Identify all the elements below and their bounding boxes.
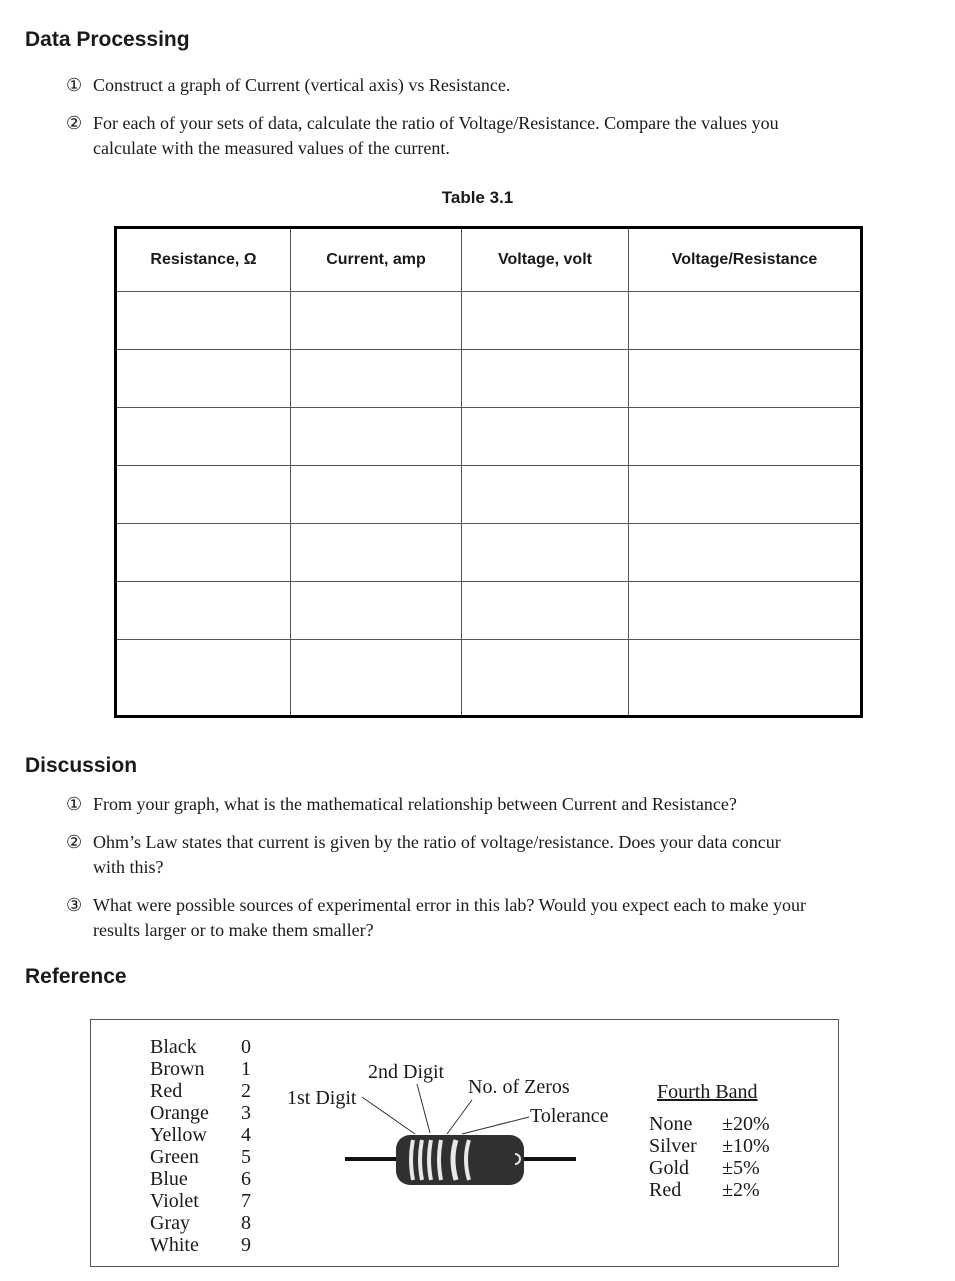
table-cell[interactable] [629, 639, 862, 716]
fourth-band-color: Silver [649, 1135, 697, 1157]
label-2nd-digit: 2nd Digit [368, 1061, 445, 1083]
table-cell[interactable] [462, 581, 629, 639]
table-cell[interactable] [291, 581, 462, 639]
item-number: ① [66, 794, 83, 814]
resistor-body [396, 1135, 524, 1185]
table-header-row [116, 228, 862, 292]
item-text: For each of your sets of data, calculate the ratio of Voltage/Resistance. Compare the values you calculate with the measured values of the current. [93, 113, 779, 158]
table-cell[interactable] [462, 523, 629, 581]
color-digit: 7 [241, 1190, 251, 1212]
fourth-band-color: Red [649, 1179, 682, 1201]
color-digit: 3 [241, 1102, 251, 1124]
table-cell[interactable] [462, 639, 629, 716]
table-cell[interactable] [291, 465, 462, 523]
color-digit: 8 [241, 1212, 251, 1234]
data-processing-item-1 [66, 73, 826, 98]
table-cell[interactable] [291, 407, 462, 465]
item-text: Construct a graph of Current (vertical axis) vs Resistance. [93, 75, 511, 95]
discussion-heading: Discussion [25, 754, 138, 777]
table-row [116, 349, 862, 407]
fourth-band-value: ±10% [722, 1135, 770, 1157]
fourth-band-title: Fourth Band [657, 1081, 758, 1103]
table-row [116, 465, 862, 523]
table-cell[interactable] [116, 407, 291, 465]
color-name: Orange [150, 1102, 209, 1124]
discussion-item-1 [66, 792, 826, 817]
color-digit: 1 [241, 1058, 251, 1080]
resistor-band-4 [439, 1140, 441, 1180]
item-number: ③ [66, 895, 83, 915]
fourth-band-value: ±2% [722, 1179, 760, 1201]
color-name: Black [150, 1036, 197, 1058]
discussion-item-3 [66, 893, 806, 943]
discussion-item-2 [66, 830, 806, 880]
data-processing-item-2 [66, 111, 826, 161]
table-row [116, 407, 862, 465]
table-cell[interactable] [116, 349, 291, 407]
pointer-2nd-digit [417, 1084, 430, 1133]
table-caption: Table 3.1 [441, 188, 514, 207]
table-cell[interactable] [629, 349, 862, 407]
color-digit: 2 [241, 1080, 251, 1102]
table-cell[interactable] [462, 407, 629, 465]
color-name: Red [150, 1080, 183, 1102]
table-cell[interactable] [629, 581, 862, 639]
color-digit: 4 [241, 1124, 251, 1146]
header-ratio: Voltage/Resistance [629, 228, 862, 292]
reference-heading: Reference [25, 965, 127, 988]
item-number: ② [66, 832, 83, 852]
color-digit: 6 [241, 1168, 251, 1190]
pointer-tolerance [462, 1117, 529, 1134]
table-cell[interactable] [116, 523, 291, 581]
table-cell[interactable] [462, 465, 629, 523]
table-cell[interactable] [291, 292, 462, 350]
color-name: Yellow [150, 1124, 207, 1146]
label-1st-digit: 1st Digit [287, 1087, 357, 1109]
header-resistance: Resistance, Ω [116, 228, 291, 292]
color-name: Gray [150, 1212, 190, 1234]
pointer-zeros [447, 1100, 472, 1134]
color-name: Brown [150, 1058, 205, 1080]
header-voltage: Voltage, volt [462, 228, 629, 292]
data-processing-heading: Data Processing [25, 28, 190, 51]
header-current: Current, amp [291, 228, 462, 292]
table-cell[interactable] [291, 639, 462, 716]
item-number: ① [66, 75, 83, 95]
color-digit: 9 [241, 1234, 251, 1256]
table-cell[interactable] [116, 465, 291, 523]
color-name: Blue [150, 1168, 188, 1190]
label-zeros: No. of Zeros [468, 1076, 570, 1098]
fourth-band-color: Gold [649, 1157, 689, 1179]
color-name: Green [150, 1146, 199, 1168]
item-text: Ohm’s Law states that current is given by the ratio of voltage/resistance. Does your data concur with this? [93, 832, 781, 877]
table-cell[interactable] [462, 349, 629, 407]
item-text: What were possible sources of experimental error in this lab? Would you expect each to make your results larger or to make them smaller? [93, 895, 806, 940]
fourth-band-color: None [649, 1113, 693, 1135]
table-cell[interactable] [462, 292, 629, 350]
table-cell[interactable] [629, 523, 862, 581]
fourth-band-value: ±5% [722, 1157, 760, 1179]
table-cell[interactable] [116, 639, 291, 716]
table-row [116, 639, 862, 716]
table-cell[interactable] [629, 465, 862, 523]
pointer-1st-digit [362, 1097, 415, 1134]
item-text: From your graph, what is the mathematical relationship between Current and Resistance? [93, 794, 737, 814]
table-row [116, 292, 862, 350]
fourth-band-colors [649, 1113, 697, 1201]
table-cell[interactable] [629, 292, 862, 350]
table-cell[interactable] [116, 292, 291, 350]
color-digit: 5 [241, 1146, 251, 1168]
label-tolerance: Tolerance [530, 1105, 609, 1127]
table-cell[interactable] [116, 581, 291, 639]
fourth-band-value: ±20% [722, 1113, 770, 1135]
color-name: Violet [150, 1190, 199, 1212]
resistor-band-3 [429, 1140, 431, 1180]
item-number: ② [66, 113, 83, 133]
data-table [114, 226, 863, 718]
color-digit: 0 [241, 1036, 251, 1058]
resistor-band-2 [420, 1140, 422, 1180]
resistor-band-1 [411, 1140, 413, 1180]
color-name: White [150, 1234, 199, 1256]
reference-box [90, 1019, 839, 1267]
table-cell[interactable] [629, 407, 862, 465]
fourth-band-values [722, 1113, 770, 1201]
table-row [116, 523, 862, 581]
table-row [116, 581, 862, 639]
table-cell[interactable] [291, 349, 462, 407]
table-cell[interactable] [291, 523, 462, 581]
